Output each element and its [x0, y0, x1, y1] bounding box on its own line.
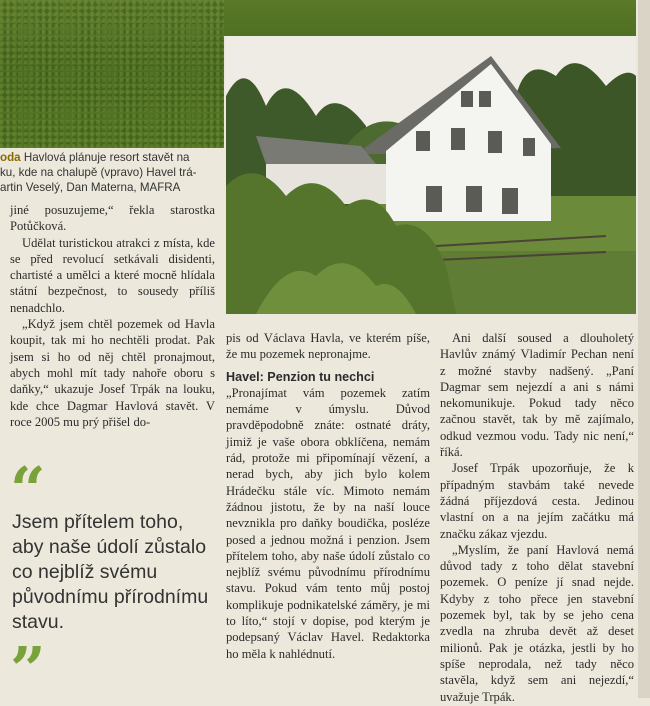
col3-paragraph: Josef Trpák upozorňuje, že k případným stavbám také nevede žádná příjezdová cesta. Jedinou vlastní on a na jejím začátku má značku zákaz vjezdu.	[440, 461, 634, 541]
col3-paragraph: Ani další soused a dlouholetý Havlův známý Vladimír Pechan není z možné stavby nadšený. „Paní Dagmar sem nejezdí a ani s námi nekomunikuje. Pokud tady něco začnou stavět, tak by mě zajímalo, odkud vezmou vodu. Tady nic není,“ říká.	[440, 331, 634, 460]
column-3	[440, 330, 634, 705]
field-photo-top	[224, 0, 636, 36]
page-edge	[638, 0, 650, 698]
col1-paragraph: jiné posuzujeme,“ řekla starostka Potůčková.	[10, 203, 215, 234]
field-photo	[0, 0, 224, 148]
col2-paragraph: „Pronajímat vám pozemek zatím nemáme v úmyslu. Důvod pravděpodobně znáte: ostnaté dráty, jimiž je vaše obora obklíčena, nemám rád, protože mi připomínají vězení, a nerad bych, aby jich bylo kolem Hrádečku stále víc. Mimoto nemám žádnou jistotu, že by na naší louce nevznikla pro daňky boudička, posléze posed a jednou možná i penzion. Jsem přítelem toho, aby naše údolí zůstalo co nejblíž svému původnímu přírodnímu stavu. Pokud vám tento můj postoj komplikuje podnikatelské záměry, je mi to líto,“ stojí v dopise, pod kterým je podepsaný Václav Havel. Redaktorka ho měla k nahlédnutí.	[226, 385, 430, 661]
caption-name: oda	[0, 151, 21, 164]
col3-paragraph: „Myslím, že paní Havlová nemá důvod tady z toho dělat stavební pozemek. O peníze jí snad nejde. Kdyby z toho přece jen stavební pozemek byl, tak by se jeho cena zvedla na zhruba devět až deset milionů. Pak je otázka, jestli by ho spíše neprodala, než tady něco stavěla, když sem ani nejezdí,“ uvažuje Trpák.	[440, 542, 634, 704]
col2-paragraph: pis od Václava Havla, ve kterém píše, že mu pozemek nepronajme.	[226, 331, 430, 362]
house-photo	[226, 36, 636, 314]
section-heading: Havel: Penzion tu nechci	[226, 369, 375, 384]
caption-line1: Havlová plánuje resort stavět na	[23, 151, 190, 164]
caption-line2: ku, kde na chalupě (vpravo) Havel trá-	[0, 166, 197, 179]
col1-paragraph: „Když jsem chtěl pozemek od Havla koupit, tak mi ho nechtěli prodat. Pak jsem si ho od něj chtěl pronajmout, abych mohl mít tady nahoře oboru s daňky,“ ukazuje Josef Trpák na louku, kde chce Dagmar Havlová stavět. V roce 2005 mu prý přišel do-	[10, 317, 215, 429]
caption-credit: artin Veselý, Dan Materna, MAFRA	[0, 181, 181, 194]
photo-caption	[0, 150, 224, 195]
pull-quote: Jsem přítelem toho, aby naše údolí zůstalo co nejblíž svému původnímu přírodnímu stavu.	[12, 511, 209, 633]
col1-paragraph: Udělat turistickou atrakci z místa, kde se před revolucí setkávali disidenti, chartisté a umělci a které mocně hlídala státní bezpečnost, to sousedy příliš nenadchlo.	[10, 235, 215, 315]
quote-open-mark: “	[10, 453, 46, 526]
column-2	[226, 330, 430, 662]
column-1	[10, 202, 215, 430]
quote-close-mark: ”	[10, 633, 46, 706]
